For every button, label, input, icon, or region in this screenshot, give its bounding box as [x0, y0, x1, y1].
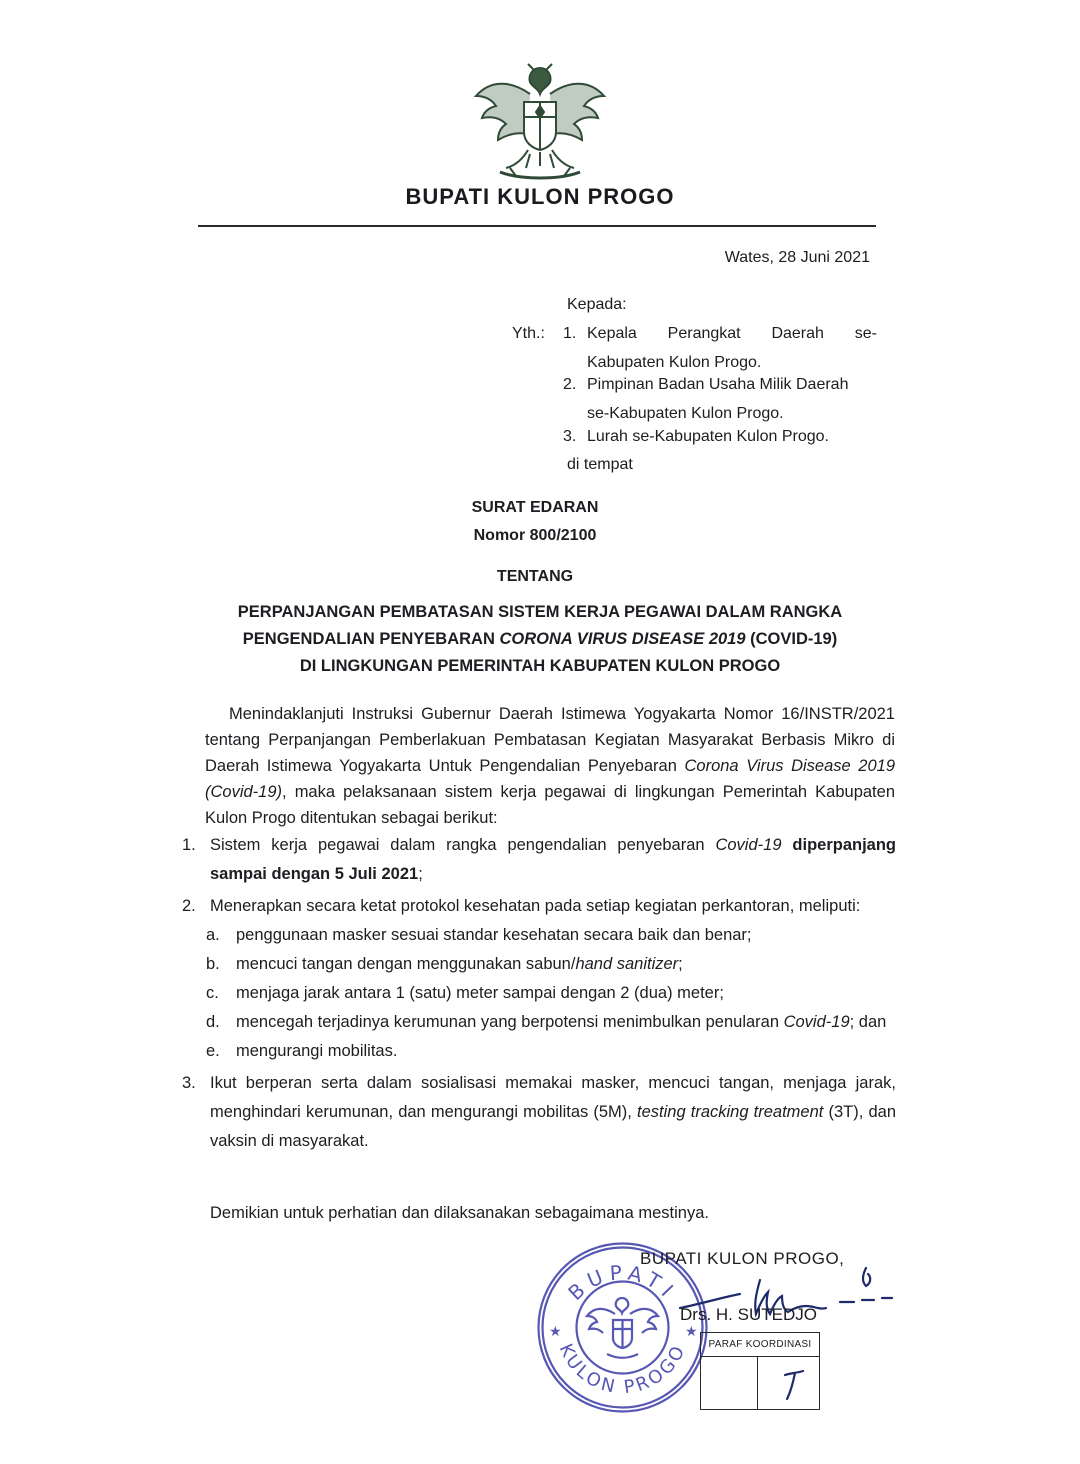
- recipient-text: Kepala Perangkat Daerah se-: [587, 325, 877, 342]
- sub-list-letter: c.: [206, 984, 219, 1002]
- sub-list-italic: Covid-19: [783, 1013, 850, 1031]
- recipient-text: Lurah se-Kabupaten Kulon Progo.: [587, 428, 829, 445]
- sub-list-item: [168, 921, 896, 950]
- header-divider: [198, 225, 876, 227]
- list-italic: Covid-19: [715, 836, 782, 854]
- paraf-label: PARAF KOORDINASI: [701, 1333, 819, 1357]
- paraf-initial-icon: [779, 1367, 809, 1403]
- recipient-text: se-Kabupaten Kulon Progo.: [587, 405, 784, 422]
- seal-top-text: BUPATI: [563, 1260, 683, 1306]
- signer-name: Drs. H. SUTEDJO: [680, 1305, 817, 1324]
- place-date: Wates, 28 Juni 2021: [724, 249, 870, 266]
- list-bold: diperpanjang sampai dengan 5 Juli 2021: [210, 836, 896, 883]
- paragraph-italic: Corona Virus Disease 2019 (Covid-19): [205, 757, 896, 801]
- instruction-list: [168, 831, 896, 1156]
- sub-list-text: mengurangi mobilitas.: [236, 1042, 398, 1060]
- circular-type: SURAT EDARAN: [471, 499, 599, 516]
- sub-list-item: [168, 979, 896, 1008]
- list-item: [168, 892, 896, 921]
- sub-list-item: [168, 1008, 896, 1037]
- handwritten-signature-icon: [640, 1260, 900, 1340]
- recipient-salutation: Yth.:: [512, 325, 545, 342]
- signer-title: BUPATI KULON PROGO,: [640, 1249, 845, 1268]
- office-title: BUPATI KULON PROGO: [405, 184, 675, 209]
- svg-text:★: ★: [549, 1323, 562, 1339]
- recipient-closing: di tempat: [567, 456, 633, 473]
- recipient-text: Kabupaten Kulon Progo.: [587, 354, 762, 371]
- sub-list-text: mencegah terjadinya kerumunan yang berpotensi menimbulkan penularan: [236, 1013, 784, 1031]
- sub-list-item: [168, 950, 896, 979]
- sub-list-text: ; dan: [849, 1013, 887, 1031]
- svg-text:★: ★: [685, 1323, 698, 1339]
- sub-list-letter: b.: [206, 955, 220, 973]
- subject-line: DI LINGKUNGAN PEMERINTAH KABUPATEN KULON PROGO: [299, 657, 781, 675]
- sub-list-text: menjaga jarak antara 1 (satu) meter sampai dengan 2 (dua) meter;: [236, 984, 724, 1002]
- closing-statement: Demikian untuk perhatian dan dilaksanakan sebagaimana mestinya.: [210, 1204, 709, 1222]
- recipient-intro: Kepada:: [567, 296, 627, 313]
- sub-list-text: ;: [678, 955, 683, 973]
- list-text: Sistem kerja pegawai dalam rangka pengendalian penyebaran: [210, 836, 716, 854]
- list-text: Ikut berperan serta dalam sosialisasi memakai masker, mencuci tangan, menjaga jarak, menghindari kerumunan, dan mengurangi mobilitas (5M),: [210, 1074, 896, 1121]
- recipient-number: 2.: [563, 376, 577, 393]
- sub-list-text: penggunaan masker sesuai standar kesehatan secara baik dan benar;: [236, 926, 752, 944]
- subject-text: PENGENDALIAN PENYEBARAN: [242, 630, 500, 648]
- paraf-divider: [757, 1357, 758, 1409]
- recipient-text: Pimpinan Badan Usaha Milik Daerah: [587, 376, 849, 393]
- garuda-emblem-icon: [470, 50, 610, 190]
- intro-paragraph: [205, 701, 895, 831]
- sub-list-text: mencuci tangan dengan menggunakan sabun/: [236, 955, 576, 973]
- list-item: [168, 1069, 896, 1156]
- subject-italic: CORONA VIRUS DISEASE 2019: [499, 630, 746, 648]
- sub-list-item: [168, 1037, 896, 1066]
- recipient-number: 1.: [563, 325, 577, 342]
- sub-list-letter: e.: [206, 1042, 220, 1060]
- paragraph-span: Menindaklanjuti Instruksi Gubernur Daerah Istimewa Yogyakarta Nomor 16/INSTR/2021 tentang Perpanjangan Pemberlakuan Pembatasan Kegiatan Masyarakat Berbasis Mikro di Daerah Istimewa Yogyakarta Untuk Pengendalian Penyebaran: [205, 705, 895, 775]
- sub-list-letter: d.: [206, 1013, 220, 1031]
- subject-line: [150, 626, 930, 653]
- svg-text:KULON PROGO: [555, 1340, 691, 1398]
- recipient-number: 3.: [563, 428, 577, 445]
- list-number: 1.: [182, 836, 196, 854]
- list-number: 3.: [182, 1074, 196, 1092]
- paragraph-span: , maka pelaksanaan sistem kerja pegawai di lingkungan Pemerintah Kabupaten Kulon Progo ditentukan sebagai berikut:: [205, 783, 895, 827]
- list-text: ;: [418, 865, 423, 883]
- circular-about: TENTANG: [496, 568, 574, 585]
- sub-list-letter: a.: [206, 926, 220, 944]
- circular-number: Nomor 800/2100: [473, 527, 597, 544]
- sub-list-italic: hand sanitizer: [575, 955, 679, 973]
- list-number: 2.: [182, 897, 196, 915]
- seal-bottom-text: KULON PROGO: [554, 1340, 691, 1399]
- paragraph-text: [205, 701, 895, 831]
- subject-title: [150, 599, 930, 680]
- list-item: [168, 831, 896, 889]
- list-italic: testing tracking treatment: [637, 1103, 824, 1121]
- list-text: Menerapkan secara ketat protokol kesehatan pada setiap kegiatan perkantoran, meliputi:: [210, 897, 861, 915]
- subject-text: (COVID-19): [745, 630, 838, 648]
- list-text: (3T), dan vaksin di masyarakat.: [210, 1103, 896, 1150]
- paraf-coordination-box: [700, 1332, 820, 1410]
- subject-line: PERPANJANGAN PEMBATASAN SISTEM KERJA PEGAWAI DALAM RANGKA: [237, 603, 843, 621]
